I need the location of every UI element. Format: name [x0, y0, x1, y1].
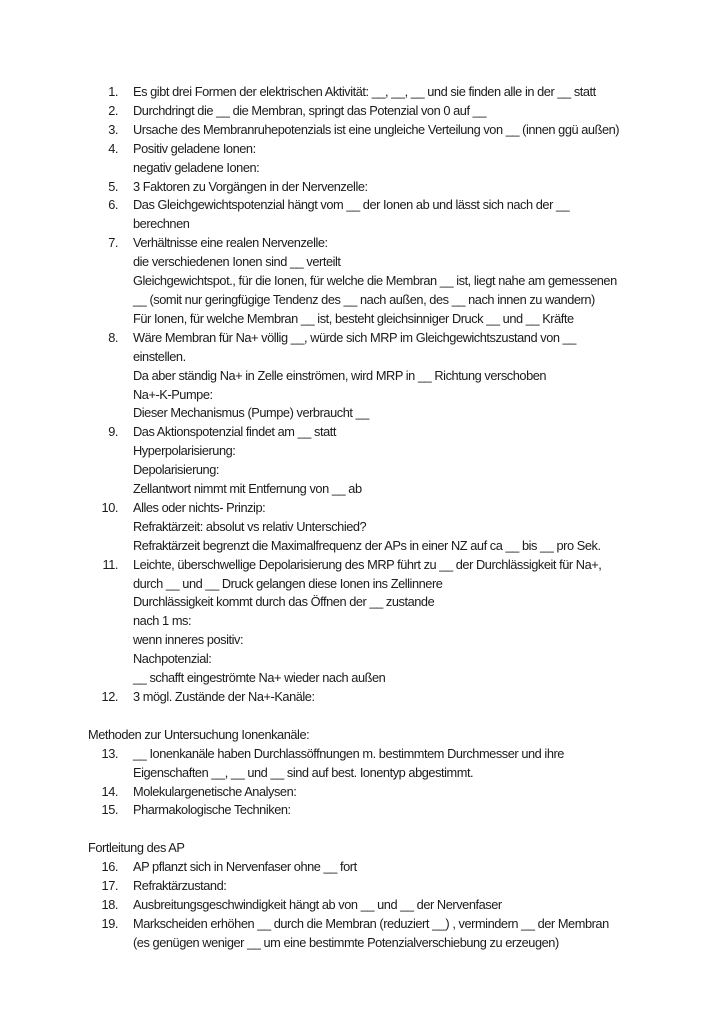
list-item-number: 15. [101, 802, 118, 818]
list-item-number: 7. [108, 235, 118, 251]
list-item-number: 13. [101, 745, 118, 761]
list-item-line: Eigenschaften __, __ und __ sind auf best. Ionentyp abgestimmt. [133, 764, 474, 780]
list-item-continuation [88, 612, 698, 631]
list-item-number: 9. [108, 424, 118, 440]
list-item-continuation [88, 537, 698, 556]
list-item-continuation [88, 404, 698, 423]
list-item [88, 745, 698, 764]
list-item-number: 4. [108, 140, 118, 156]
list-item-continuation [88, 272, 698, 291]
list-item-number: 3. [108, 121, 118, 137]
section-heading: Methoden zur Untersuchung Ionenkanäle: [88, 726, 310, 742]
list-item-line: Da aber ständig Na+ in Zelle einströmen, wird MRP in __ Richtung verschoben [133, 367, 547, 383]
list-item-number: 10. [101, 499, 118, 515]
list-item-line: Molekulargenetische Analysen: [133, 783, 297, 799]
list-item [88, 121, 698, 140]
list-item-number: 17. [101, 878, 118, 894]
list-item-continuation [88, 934, 698, 953]
list-item-line: Refraktärzustand: [133, 878, 227, 894]
list-item-continuation [88, 764, 698, 783]
list-item-number: 12. [101, 689, 118, 704]
list-item-line: Refraktärzeit begrenzt die Maximalfrequenz der APs in einer NZ auf ca __ bis __ pro Sek. [133, 537, 601, 553]
list-item-line: Alles oder nichts- Prinzip: [133, 499, 266, 515]
list-item-line: Na+-K-Pumpe: [133, 386, 213, 402]
list-item-line: Ausbreitungsgeschwindigkeit hängt ab von __ und __ der Nervenfaser [133, 896, 502, 912]
list-item [88, 234, 698, 253]
list-item [88, 499, 698, 518]
list-item-line: Wäre Membran für Na+ völlig __, würde sich MRP im Gleichgewichtszustand von __ [133, 329, 576, 345]
list-item-number: 19. [101, 915, 118, 931]
list-item-line: Hyperpolarisierung: [133, 443, 236, 459]
list-item-continuation [88, 348, 698, 367]
list-item-continuation [88, 593, 698, 612]
list-item-line: nach 1 ms: [133, 613, 192, 629]
list-item [88, 329, 698, 348]
list-item [88, 196, 698, 215]
list-item-continuation [88, 253, 698, 272]
list-item [88, 140, 698, 159]
list-item-continuation [88, 575, 698, 594]
list-item [88, 102, 698, 121]
list-item-continuation [88, 480, 698, 499]
list-item-line: Depolarisierung: [133, 462, 219, 478]
list-item-line: Durchlässigkeit kommt durch das Öffnen der __ zustande [133, 594, 435, 610]
list-item [88, 801, 698, 820]
list-item-number: 5. [108, 178, 118, 194]
list-item-line: Pharmakologische Techniken: [133, 802, 291, 818]
list-item-number: 14. [101, 783, 118, 799]
list-item [88, 915, 698, 934]
list-item-line: die verschiedenen Ionen sind __ verteilt [133, 254, 341, 270]
list-item-line: Verhältnisse eine realen Nervenzelle: [133, 235, 328, 251]
blank-line [88, 707, 698, 726]
list-item-line: 3 mögl. Zustände der Na+-Kanäle: [133, 689, 315, 704]
list-item-line: 3 Faktoren zu Vorgängen in der Nervenzelle: [133, 178, 368, 194]
list-item [88, 877, 698, 896]
document-body [88, 83, 698, 953]
list-item-line: Refraktärzeit: absolut vs relativ Unterschied? [133, 518, 367, 534]
list-item-number: 1. [108, 84, 118, 99]
list-item-continuation [88, 159, 698, 178]
list-item [88, 783, 698, 802]
list-item-line: durch __ und __ Druck gelangen diese Ionen ins Zellinnere [133, 575, 443, 591]
list-item-continuation [88, 442, 698, 461]
list-item-line: (es genügen weniger __ um eine bestimmte Potenzialverschiebung zu erzeugen) [133, 934, 559, 950]
list-item-line: AP pflanzt sich in Nervenfaser ohne __ fort [133, 859, 357, 875]
list-item-line: einstellen. [133, 348, 186, 364]
list-item-number: 8. [108, 329, 118, 345]
list-item-number: 11. [102, 556, 118, 572]
list-item [88, 556, 698, 575]
list-item-line: Gleichgewichtspot., für die Ionen, für welche die Membran __ ist, liegt nahe am gemessenen [133, 273, 617, 289]
list-item-line: wenn inneres positiv: [133, 632, 244, 648]
list-item [88, 178, 698, 197]
list-item-line: Markscheiden erhöhen __ durch die Membran (reduziert __) , vermindern __ der Membran [133, 915, 609, 931]
list-item-continuation [88, 310, 698, 329]
list-item-continuation [88, 631, 698, 650]
list-item-continuation [88, 291, 698, 310]
list-item-number: 18. [101, 896, 118, 912]
list-item-line: Positiv geladene Ionen: [133, 140, 256, 156]
list-item-line: __ Ionenkanäle haben Durchlassöffnungen m. bestimmtem Durchmesser und ihre [133, 745, 564, 761]
blank-line [88, 820, 698, 839]
list-item-line: Ursache des Membranruhepotenzials ist eine ungleiche Verteilung von __ (innen ggü außen) [133, 121, 620, 137]
list-item-line: Zellantwort nimmt mit Entfernung von __ ab [133, 481, 362, 497]
list-item [88, 896, 698, 915]
list-item-line: Es gibt drei Formen der elektrischen Aktivität: __, __, __ und sie finden alle in der __ statt [133, 84, 596, 99]
list-item-number: 6. [108, 197, 118, 213]
list-item-line: Durchdringt die __ die Membran, springt das Potenzial von 0 auf __ [133, 102, 487, 118]
list-item-line: Leichte, überschwellige Depolarisierung des MRP führt zu __ der Durchlässigkeit für Na+, [133, 556, 602, 572]
list-item [88, 83, 698, 102]
list-item-continuation [88, 669, 698, 688]
list-item-line: Das Aktionspotenzial findet am __ statt [133, 424, 336, 440]
list-item-line: Nachpotenzial: [133, 651, 212, 667]
list-item-continuation [88, 518, 698, 537]
list-item [88, 688, 698, 707]
section-heading: Fortleitung des AP [88, 840, 185, 856]
list-item-number: 16. [101, 859, 118, 875]
list-item-number: 2. [108, 102, 118, 118]
list-item-line: negativ geladene Ionen: [133, 159, 260, 175]
list-item-line: __ (somit nur geringfügige Tendenz des __ nach außen, des __ nach innen zu wandern) [133, 291, 595, 307]
list-item-line: berechnen [133, 216, 190, 232]
list-item-continuation [88, 215, 698, 234]
list-item [88, 858, 698, 877]
list-item-line: Dieser Mechanismus (Pumpe) verbraucht __ [133, 405, 369, 421]
list-item-continuation [88, 386, 698, 405]
list-item-line: __ schafft eingeströmte Na+ wieder nach außen [133, 670, 386, 686]
list-item-line: Das Gleichgewichtspotenzial hängt vom __ der Ionen ab und lässt sich nach der __ [133, 197, 570, 213]
list-item [88, 423, 698, 442]
list-item-continuation [88, 650, 698, 669]
list-item-continuation [88, 367, 698, 386]
list-item-line: Für Ionen, für welche Membran __ ist, besteht gleichsinniger Druck __ und __ Kräfte [133, 310, 574, 326]
list-item-continuation [88, 461, 698, 480]
